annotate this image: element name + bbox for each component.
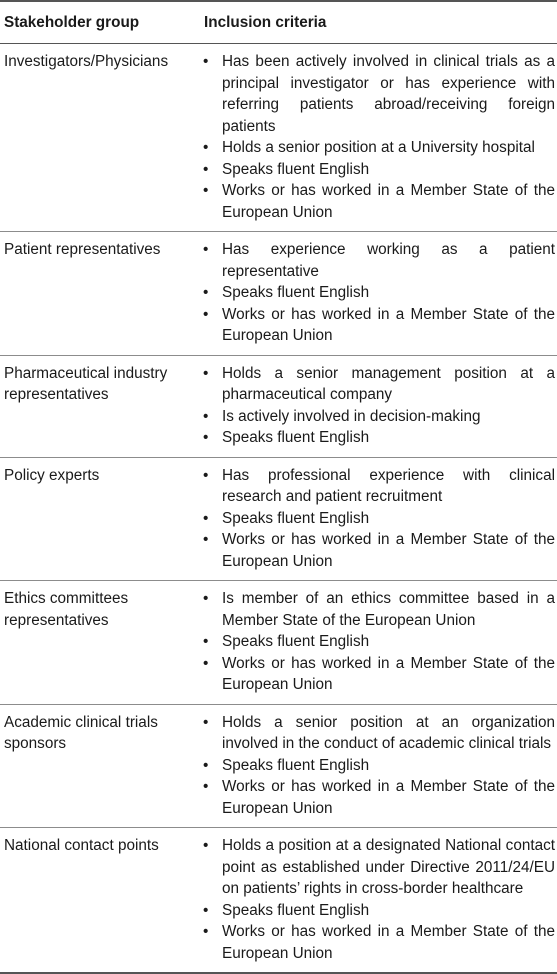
- criteria-text: Speaks fluent English: [222, 633, 370, 650]
- criteria-list-item: [203, 776, 555, 819]
- table-row: [0, 704, 557, 828]
- criteria-list-item: [203, 304, 555, 347]
- bullet-icon: •: [203, 713, 209, 731]
- header-inclusion-criteria: Inclusion criteria: [197, 1, 557, 44]
- bullet-icon: •: [203, 633, 209, 650]
- criteria-text: Is member of an ethics committee based in a Member State of the European Union: [222, 590, 555, 629]
- table-row: [0, 44, 557, 232]
- criteria-text: Works or has worked in a Member State of the European Union: [222, 923, 555, 962]
- bullet-icon: •: [203, 654, 209, 672]
- criteria-list-item: [203, 588, 555, 631]
- criteria-list: [203, 51, 555, 223]
- inclusion-criteria-cell: [197, 232, 557, 356]
- criteria-list-item: [203, 427, 555, 449]
- bullet-icon: •: [203, 837, 209, 854]
- criteria-list-item: [203, 465, 555, 508]
- criteria-text: Speaks fluent English: [222, 901, 370, 919]
- criteria-text: Has professional experience with clinical research and patient recruitment: [222, 466, 555, 505]
- stakeholder-group-cell: Academic clinical trials sponsors: [0, 704, 197, 828]
- criteria-text: Holds a senior position at an organization involved in the conduct of academic clinical trials: [222, 713, 555, 752]
- criteria-list-item: [203, 921, 555, 964]
- inclusion-criteria-cell: [197, 355, 557, 457]
- criteria-list-item: [203, 529, 555, 572]
- bullet-icon: •: [203, 139, 209, 156]
- table-row: [0, 232, 557, 356]
- stakeholder-group-cell: National contact points: [0, 828, 197, 974]
- criteria-text: Works or has worked in a Member State of the European Union: [222, 182, 555, 221]
- criteria-list-item: [203, 282, 555, 304]
- table-row: [0, 581, 557, 705]
- criteria-list-item: [203, 180, 555, 223]
- criteria-list-item: [203, 406, 555, 428]
- inclusion-criteria-cell: [197, 457, 557, 581]
- criteria-list: [203, 465, 555, 573]
- criteria-text: Speaks fluent English: [222, 509, 370, 527]
- criteria-text: Speaks fluent English: [222, 429, 370, 446]
- criteria-list-item: [203, 363, 555, 406]
- inclusion-criteria-cell: [197, 704, 557, 828]
- criteria-list: [203, 835, 555, 964]
- criteria-text: Has experience working as a patient representative: [222, 241, 555, 280]
- bullet-icon: •: [203, 466, 209, 484]
- stakeholder-group-cell: Policy experts: [0, 457, 197, 581]
- bullet-icon: •: [203, 53, 209, 70]
- inclusion-criteria-cell: [197, 828, 557, 974]
- criteria-list: [203, 588, 555, 696]
- bullet-icon: •: [203, 923, 209, 940]
- bullet-icon: •: [203, 407, 209, 425]
- bullet-icon: •: [203, 160, 209, 178]
- bullet-icon: •: [203, 284, 209, 301]
- stakeholder-group-cell: Patient representatives: [0, 232, 197, 356]
- bullet-icon: •: [203, 241, 209, 258]
- table-row: [0, 828, 557, 974]
- inclusion-criteria-cell: [197, 581, 557, 705]
- criteria-list: [203, 363, 555, 449]
- criteria-list: [203, 712, 555, 820]
- criteria-text: Speaks fluent English: [222, 284, 370, 301]
- criteria-text: Holds a position at a designated National contact point as established under Directive 2011/24/EU on patients’ rights in cross-border healthcare: [222, 837, 555, 897]
- bullet-icon: •: [203, 305, 209, 323]
- bullet-icon: •: [203, 531, 209, 548]
- stakeholder-group-cell: Ethics committees representatives: [0, 581, 197, 705]
- criteria-text: Speaks fluent English: [222, 160, 370, 178]
- criteria-text: Works or has worked in a Member State of the European Union: [222, 531, 555, 570]
- criteria-text: Holds a senior management position at a pharmaceutical company: [222, 364, 555, 403]
- header-stakeholder-group: Stakeholder group: [0, 1, 197, 44]
- bullet-icon: •: [203, 901, 209, 919]
- criteria-list-item: [203, 51, 555, 137]
- criteria-list-item: [203, 631, 555, 653]
- criteria-list-item: [203, 900, 555, 922]
- criteria-list-item: [203, 239, 555, 282]
- criteria-list-item: [203, 159, 555, 181]
- bullet-icon: •: [203, 778, 209, 795]
- criteria-text: Works or has worked in a Member State of the European Union: [222, 778, 555, 817]
- criteria-text: Works or has worked in a Member State of the European Union: [222, 654, 555, 693]
- table-header: [0, 1, 557, 44]
- bullet-icon: •: [203, 182, 209, 199]
- criteria-list-item: [203, 712, 555, 755]
- criteria-text: Speaks fluent English: [222, 756, 370, 774]
- criteria-list-item: [203, 137, 555, 159]
- table-body: [0, 44, 557, 974]
- criteria-list-item: [203, 835, 555, 900]
- criteria-text: Works or has worked in a Member State of the European Union: [222, 305, 555, 344]
- criteria-text: Has been actively involved in clinical trials as a principal investigator or has experience with referring patients abroad/receiving foreign patients: [222, 53, 555, 135]
- table-row: [0, 457, 557, 581]
- table-row: [0, 355, 557, 457]
- stakeholder-group-cell: Investigators/Physicians: [0, 44, 197, 232]
- stakeholder-group-cell: Pharmaceutical industry representatives: [0, 355, 197, 457]
- criteria-list-item: [203, 755, 555, 777]
- criteria-text: Is actively involved in decision-making: [222, 407, 481, 425]
- bullet-icon: •: [203, 756, 209, 774]
- criteria-list-item: [203, 508, 555, 530]
- bullet-icon: •: [203, 364, 209, 382]
- bullet-icon: •: [203, 429, 209, 446]
- criteria-text: Holds a senior position at a University hospital: [222, 139, 535, 156]
- bullet-icon: •: [203, 590, 209, 607]
- inclusion-criteria-cell: [197, 44, 557, 232]
- bullet-icon: •: [203, 509, 209, 527]
- header-row: [0, 1, 557, 44]
- criteria-list-item: [203, 653, 555, 696]
- criteria-list: [203, 239, 555, 347]
